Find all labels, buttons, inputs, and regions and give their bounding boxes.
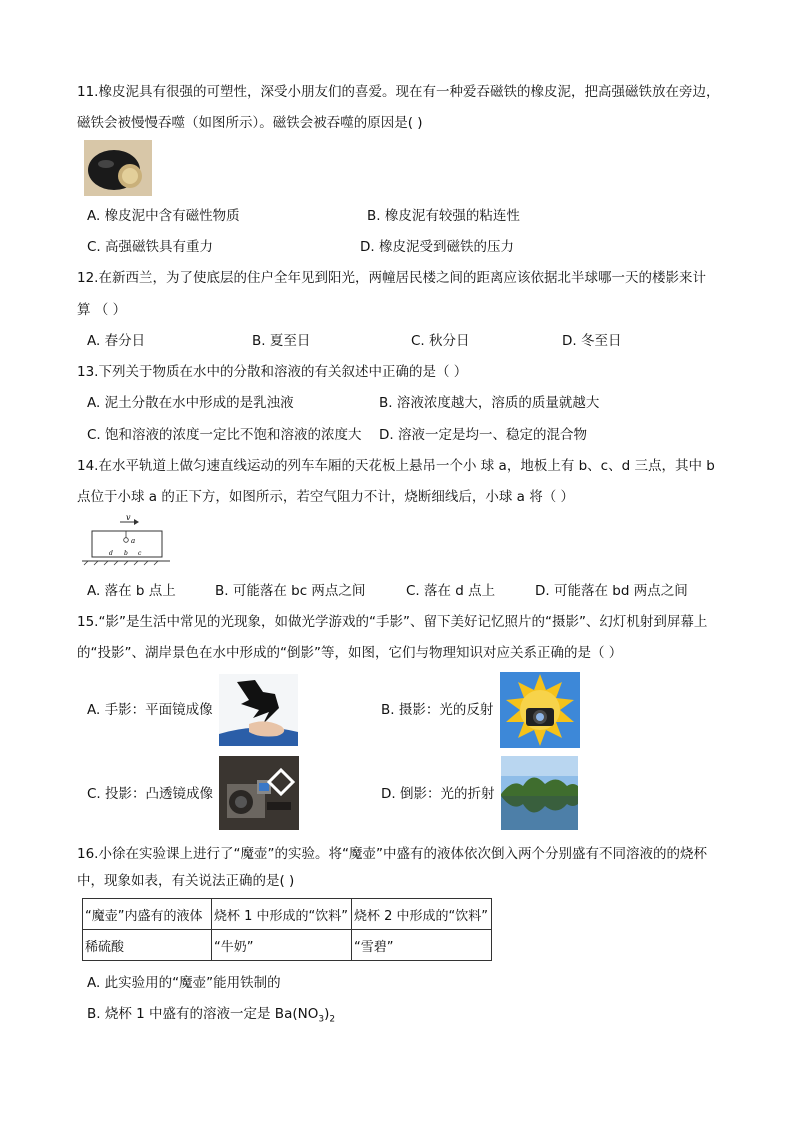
q12-line2: 算 （ ） (77, 302, 127, 318)
q13-option-a: A. 泥土分散在水中形成的是乳浊液 (87, 395, 294, 411)
q11-option-b: B. 橡皮泥有较强的粘连性 (367, 208, 520, 224)
q12-option-c: C. 秋分日 (411, 333, 470, 349)
q13-option-b: B. 溶液浓度越大，溶质的质量就越大 (379, 395, 600, 411)
label-v: v (126, 513, 131, 522)
q15-projector-image (219, 756, 299, 830)
q15-lake-reflection-image (501, 756, 578, 830)
q16-option-b-paren: ) (324, 1006, 330, 1022)
q16-results-table (82, 898, 492, 961)
table-row (83, 930, 492, 961)
q12-option-a: A. 春分日 (87, 333, 146, 349)
table-cell: 稀硫酸 (83, 930, 212, 961)
q15-sun-camera-image (500, 672, 580, 748)
ball-a (124, 538, 129, 543)
table-header-cell: 烧杯 2 中形成的“饮料” (352, 899, 492, 930)
q11-option-d: D. 橡皮泥受到磁铁的压力 (360, 239, 514, 255)
q11-line1: 11.橡皮泥具有很强的可塑性，深受小朋友们的喜爱。现在有一种爱吞磁铁的橡皮泥，把高强磁铁放在旁边， (77, 84, 720, 100)
label-c: c (138, 550, 142, 557)
q15-line1: 15.“影”是生活中常见的光现象，如做光学游戏的“手影”、留下美好记忆照片的“摄影”、幻灯机射到屏幕上 (77, 614, 708, 630)
q12-line1: 12.在新西兰，为了使底层的住户全年见到阳光，两幢居民楼之间的距离应该依据北半球哪一天的楼影来计 (77, 270, 706, 286)
q13-line1: 13.下列关于物质在水中的分散和溶液的有关叙述中正确的是（ ） (77, 364, 468, 380)
table-cell: “雪碧” (352, 930, 492, 961)
label-b: b (124, 550, 128, 557)
q14-option-b: B. 可能落在 bc 两点之间 (215, 583, 366, 599)
q16-option-b-sub2: 2 (329, 1014, 336, 1025)
q15-line2: 的“投影”、湖岸景色在水中形成的“倒影”等，如图，它们与物理知识对应关系正确的是（ ） (77, 645, 623, 661)
q15-option-b: B. 摄影：光的反射 (381, 702, 494, 718)
q14-option-a: A. 落在 b 点上 (87, 583, 176, 599)
q12-option-b: B. 夏至日 (252, 333, 311, 349)
q14-option-c: C. 落在 d 点上 (406, 583, 496, 599)
q15-option-d: D. 倒影：光的折射 (381, 786, 495, 802)
q16-option-b-text: B. 烧杯 1 中盛有的溶液一定是 Ba(NO (87, 1006, 319, 1022)
q16-option-b (87, 1004, 335, 1030)
label-d: d (109, 550, 113, 557)
q16-line1: 16.小徐在实验课上进行了“魔壶”的实验。将“魔壶”中盛有的液体依次倒入两个分别盛有不同溶液的的烧杯 (77, 846, 707, 862)
q15-hand-shadow-image (219, 674, 298, 746)
q14-line1: 14.在水平轨道上做匀速直线运动的列车车厢的天花板上悬吊一个小 球 a，地板上有 b、c、d 三点，其中 b (77, 458, 715, 474)
table-cell: “牛奶” (212, 930, 352, 961)
q11-line2: 磁铁会被慢慢吞噬（如图所示）。磁铁会被吞噬的原因是( ) (77, 115, 423, 131)
q12-option-d: D. 冬至日 (562, 333, 622, 349)
q15-option-c: C. 投影：凸透镜成像 (87, 786, 214, 802)
table-header-cell: 烧杯 1 中形成的“饮料” (212, 899, 352, 930)
q16-option-a: A. 此实验用的“魔壶”能用铁制的 (87, 975, 281, 991)
table-row (83, 899, 492, 930)
q11-option-c: C. 高强磁铁具有重力 (87, 239, 214, 255)
q11-option-a: A. 橡皮泥中含有磁性物质 (87, 208, 240, 224)
q14-option-d: D. 可能落在 bd 两点之间 (535, 583, 688, 599)
q14-train-figure (80, 513, 172, 571)
label-a: a (131, 537, 136, 545)
q16-line2: 中，现象如表，有关说法正确的是( ) (77, 873, 295, 889)
q14-line2: 点位于小球 a 的正下方，如图所示，若空气阻力不计，烧断细线后，小球 a 将（ ） (77, 489, 575, 505)
q13-option-d: D. 溶液一定是均一、稳定的混合物 (379, 427, 587, 443)
q13-option-c: C. 饱和溶液的浓度一定比不饱和溶液的浓度大 (87, 427, 362, 443)
q16-option-b-sub1: 3 (318, 1014, 325, 1025)
table-header-cell: “魔壶”内盛有的液体 (83, 899, 212, 930)
q15-option-a: A. 手影：平面镜成像 (87, 702, 213, 718)
q11-putty-magnet-image (84, 140, 152, 196)
